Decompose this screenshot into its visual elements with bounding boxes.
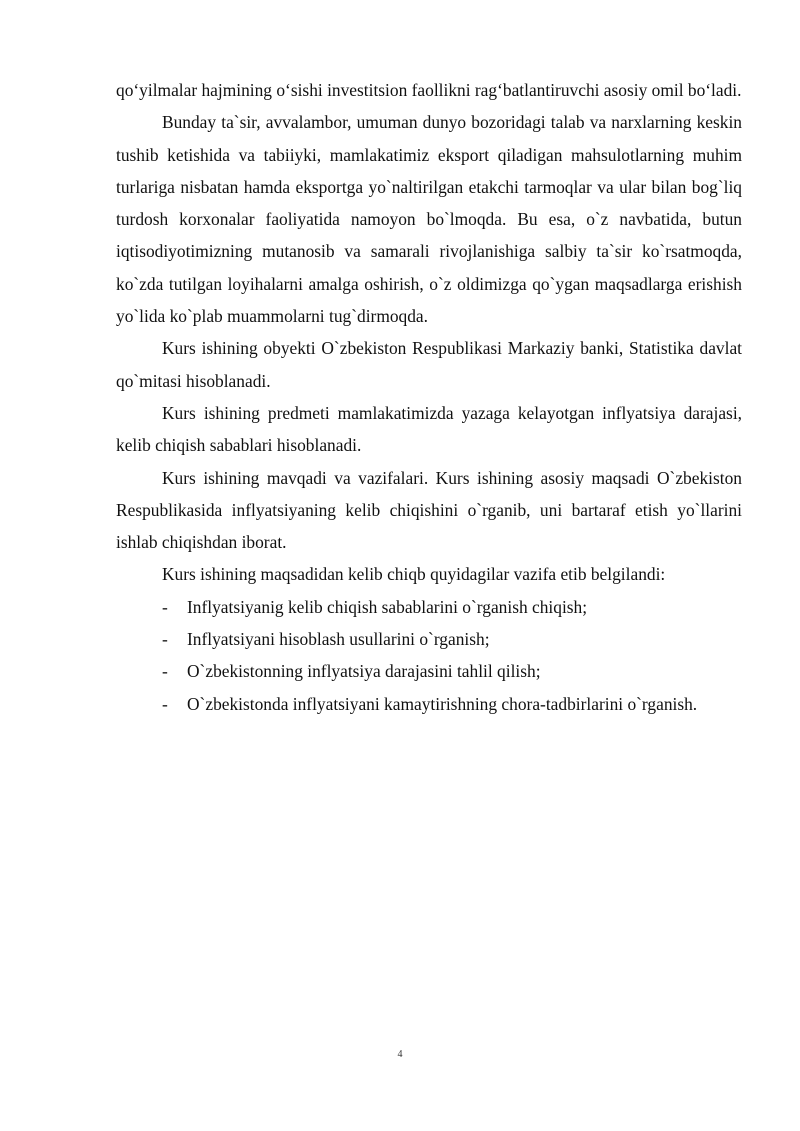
- paragraph-goal: Kurs ishining mavqadi va vazifalari. Kurs ishining asosiy maqsadi O`zbekiston Respublikasida inflyatsiyaning kelib chiqishini o`rganib, uni bartaraf etish yo`llarini ishlab chiqishdan iborat.: [116, 467, 742, 553]
- paragraph-object: Kurs ishining obyekti O`zbekiston Respublikasi Markaziy banki, Statistika davlat qo`mitasi hisoblanadi.: [116, 338, 742, 391]
- list-item: [116, 688, 742, 720]
- list-item: [116, 591, 742, 623]
- body-text: [116, 74, 742, 720]
- paragraph-subject: Kurs ishining predmeti mamlakatimizda yazaga kelayotgan inflyatsiya darajasi, kelib chiqish sabablari hisoblanadi.: [116, 402, 742, 456]
- list-dash: -: [162, 661, 168, 682]
- list-item-text: O`zbekistonning inflyatsiya darajasini tahlil qilish;: [187, 661, 541, 682]
- list-item-text: Inflyatsiyani hisoblash usullarini o`rganish;: [187, 629, 490, 650]
- paragraph-impact: Bunday ta`sir, avvalambor, umuman dunyo bozoridagi talab va narxlarning keskin tushib ketishida va tabiiyki, mamlakatimiz eksport qiladigan mahsulotlarning muhim turlariga nisbatan hamda eksportga yo`naltirilgan etakchi tarmoqlar va ular bilan bog`liq turdosh korxonalar faoliyatida namoyon bo`lmoqda. Bu esa, o`z navbatida, butun iqtisodiyotimizning mutanosib va samarali rivojlanishiga salbiy ta`sir ko`rsatmoqda, ko`zda tutilgan loyihalarni amalga oshirish, o`z oldimizga qo`ygan maqsadlarga erishish yo`lida ko`plab muammolarni tug`dirmoqda.: [116, 112, 742, 327]
- list-dash: -: [162, 693, 168, 714]
- list-dash: -: [162, 596, 168, 617]
- task-list: [116, 591, 742, 720]
- list-item: [116, 655, 742, 687]
- list-item: [116, 623, 742, 655]
- list-item-text: Inflyatsiyanig kelib chiqish sabablarini o`rganish chiqish;: [187, 596, 588, 617]
- list-item-text: O`zbekistonda inflyatsiyani kamaytirishning chora-tadbirlarini o`rganish.: [187, 693, 698, 714]
- paragraph-continuation: qo‘yilmalar hajmining o‘sishi investitsion faollikni rag‘batlantiruvchi asosiy omil bo‘ladi.: [116, 80, 742, 100]
- list-dash: -: [162, 629, 168, 650]
- page-number: 4: [397, 1049, 403, 1060]
- paragraph-tasks-intro: Kurs ishining maqsadidan kelib chiqb quyidagilar vazifa etib belgilandi:: [162, 564, 666, 585]
